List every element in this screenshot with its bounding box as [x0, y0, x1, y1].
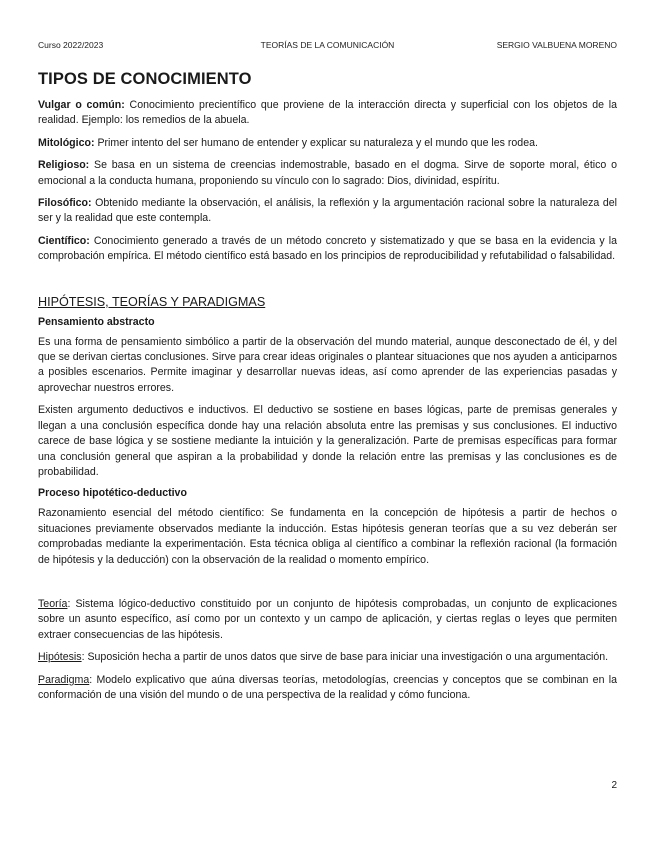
item-religioso — [38, 158, 617, 189]
item-mitologico — [38, 136, 617, 151]
term-paradigma: Paradigma — [38, 673, 90, 686]
subheading-proceso: Proceso hipotético-deductivo — [38, 487, 187, 500]
page-content — [38, 70, 617, 710]
section-title-tipos: TIPOS DE CONOCIMIENTO — [38, 70, 252, 88]
text-cientifico: Conocimiento generado a través de un método concreto y sistematizado y que se basa en la evidencia y la comprobación empírica. El método científico está basado en los principios de reproducibilidad y refutabilidad o falsabilidad. — [38, 234, 617, 263]
text-mitologico: Primer intento del ser humano de entender y explicar su naturaleza y el mundo que les rodea. — [94, 136, 538, 149]
section-title-hipotesis: HIPÓTESIS, TEORÍAS Y PARADIGMAS — [38, 294, 266, 309]
definition-paradigma — [38, 673, 617, 704]
term-mitologico: Mitológico: — [38, 136, 95, 149]
text-hipotesis: : Suposición hecha a partir de unos datos que sirve de base para iniciar una investigación o una argumentación. — [81, 651, 609, 664]
paragraph-argumentos: Existen argumento deductivos e inductivos. El deductivo se sostiene en bases lógicas, parte de premisas generales y llegan a una conclusión específica donde hay una relación absoluta entre las premisas y sus conclusiones. El inductivo carece de base lógica y se sostiene mediante la intuición y la generalización. Parte de premisas específicas para formar una conclusión general que aspiran a la probabilidad y donde la relación entre las premisas y las conclusiones es de probabilidad. — [38, 404, 617, 478]
term-hipotesis: Hipótesis — [38, 651, 82, 664]
paragraph-proceso: Razonamiento esencial del método científico: Se fundamenta en la concepción de hipótesis a partir de hechos o situaciones previamente observados mediante la inducción. Estas hipótesis generan teorías que a su vez deberán ser comprobadas mediante la experimentación. Esta técnica obliga al científico a combinar la reflexión racional (la formación de hipótesis y la deducción) con la observación de la realidad o momento empírico. — [38, 507, 617, 566]
definition-teoria — [38, 597, 617, 643]
term-vulgar: Vulgar o común: — [38, 99, 125, 111]
item-cientifico — [38, 234, 617, 265]
header-author: SERGIO VALBUENA MORENO — [496, 40, 617, 50]
text-teoria: : Sistema lógico-deductivo constituido por un conjunto de hipótesis comprobadas, un conjunto de explicaciones sobre un asunto específico, así como por un contexto y un campo de aplicación, y ciertas reglas o leyes que permiten extraer consecuencias de las hipótesis. — [38, 597, 617, 641]
item-vulgar — [38, 98, 617, 129]
term-cientifico: Científico: — [38, 234, 90, 247]
text-filosofico: Obtenido mediante la observación, el análisis, la reflexión y la argumentación racional sobre la naturaleza del ser y la realidad que este contempla. — [38, 197, 617, 225]
text-paradigma: : Modelo explicativo que aúna diversas teorías, metodologías, creencias y conceptos que se combinan en la conformación de una visión del mundo o de una perspectiva de la realidad y cómo funciona. — [38, 673, 617, 701]
header-course: Curso 2022/2023 — [38, 40, 104, 50]
text-religioso: Se basa en un sistema de creencias indemostrable, basado en el dogma. Sirve de soporte moral, ético o emocional a la conducta humana, proponiendo su vínculo con lo sagrado: Dios, divinidad, espíritu. — [38, 159, 617, 187]
term-religioso: Religioso: — [38, 159, 90, 172]
subheading-pensamiento: Pensamiento abstracto — [38, 315, 155, 328]
definition-hipotesis — [38, 650, 617, 665]
term-filosofico: Filosófico: — [38, 197, 92, 210]
term-teoria: Teoría — [38, 597, 68, 610]
header-subject: TEORÍAS DE LA COMUNICACIÓN — [260, 40, 395, 50]
page-number: 2 — [611, 780, 617, 791]
text-vulgar: Conocimiento precientífico que proviene de la interacción directa y superficial con los objetos de la realidad. Ejemplo: los remedios de la abuela. — [38, 99, 618, 127]
paragraph-pensamiento: Es una forma de pensamiento simbólico a partir de la observación del mundo material, aunque desconectado de él, y del que se derivan ciertas conclusiones. Sirve para crear ideas originales o plantear situaciones que nos ayuden a anticiparnos a posibles escenarios. Permite imaginar y desarrollar nuevas ideas, así como aprender de las experiencias pasadas y aprovechar nuestros errores. — [38, 335, 617, 394]
item-filosofico — [38, 196, 617, 227]
